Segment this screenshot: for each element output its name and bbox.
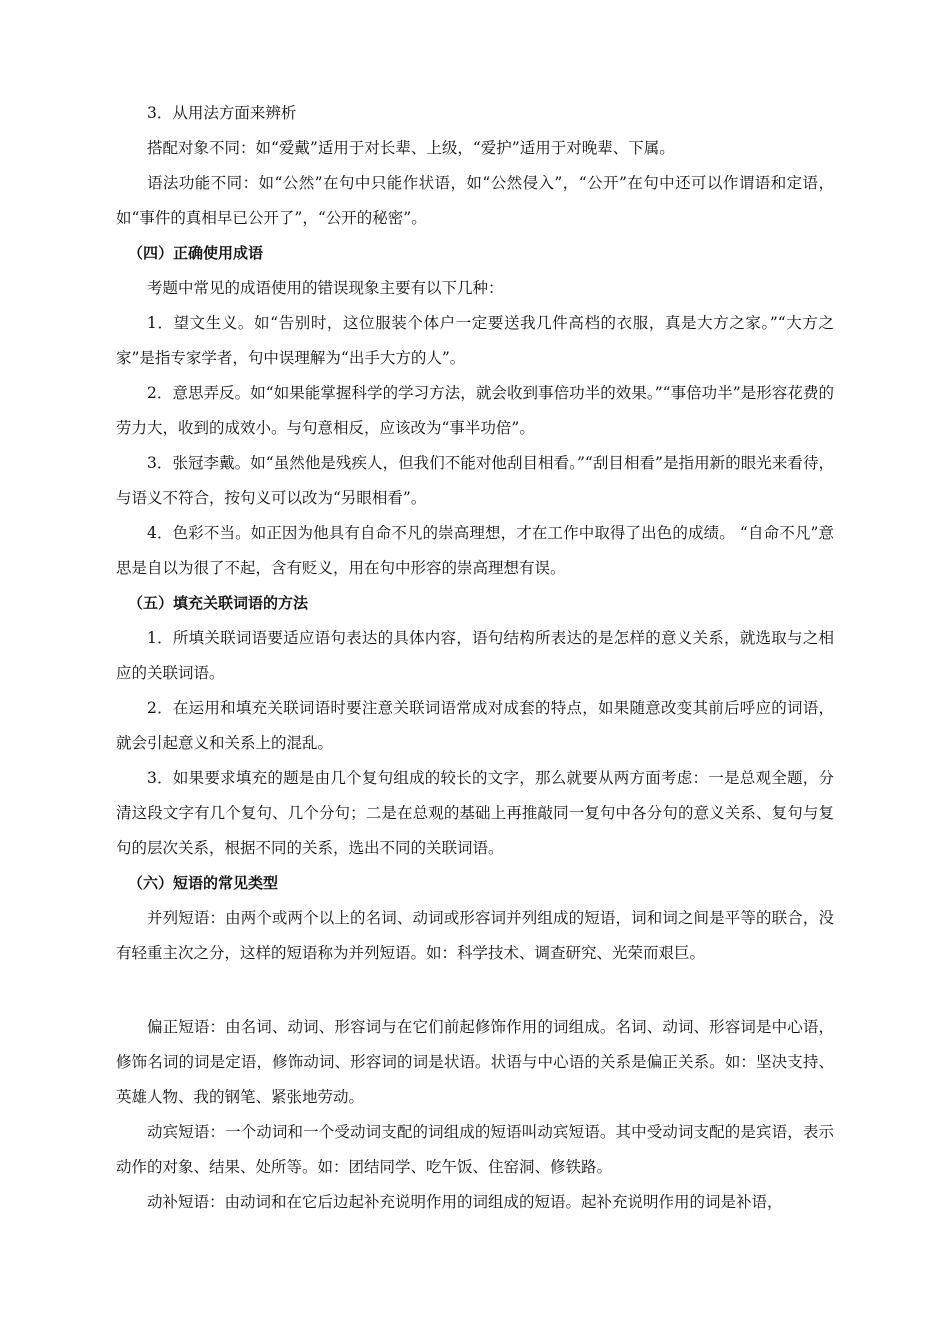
paragraph-conjunction-3: 3．如果要求填充的题是由几个复句组成的较长的文字，那么就要从两方面考虑：一是总观全题，分清这段文字有几个复句、几个分句；二是在总观的基础上再推敲同一复句中各分句的意义关系、复句与复句的层次关系，根据不同的关系，选出不同的关联词语。 — [116, 769, 834, 857]
paragraph-grammar-function: 语法功能不同：如“公然”在句中只能作状语，如“公然侵入”，“公开”在句中还可以作谓语和定语，如“事件的真相早已公开了”，“公开的秘密”。 — [116, 174, 834, 227]
paragraph-idioms-intro: 考题中常见的成语使用的错误现象主要有以下几种： — [147, 279, 504, 297]
document-body — [116, 96, 834, 1220]
paragraph-modifier-phrase: 偏正短语：由名词、动词、形容词与在它们前起修饰作用的词组成。名词、动词、形容词是中心语，修饰名词的词是定语，修饰动词、形容词的词是状语。状语与中心语的关系是偏正关系。如：坚决支持、英雄人物、我的钢笔、紧张地劳动。 — [116, 1018, 834, 1106]
paragraph-coordinate-phrase: 并列短语：由两个或两个以上的名词、动词或形容词并列组成的短语，词和词之间是平等的联合，没有轻重主次之分，这样的短语称为并列短语。如：科学技术、调查研究、光荣而艰巨。 — [116, 909, 834, 962]
section-heading-phrases: （六）短语的常见类型 — [128, 874, 279, 892]
paragraph-conjunction-1: 1．所填关联词语要适应语句表达的具体内容，语句结构所表达的是怎样的意义关系，就选取与之相应的关联词语。 — [116, 629, 834, 682]
paragraph-idiom-4: 4．色彩不当。如正因为他具有自命不凡的崇高理想，才在工作中取得了出色的成绩。 “自命不凡”意思是自以为很了不起，含有贬义，用在句中形容的崇高理想有误。 — [116, 524, 834, 577]
section-heading-idioms: （四）正确使用成语 — [128, 244, 264, 262]
paragraph-idiom-3: 3．张冠李戴。如“虽然他是残疾人，但我们不能对他刮目相看。”“刮目相看”是指用新的眼光来看待，与语义不符合，按句义可以改为“另眼相看”。 — [116, 454, 834, 507]
section-heading-conjunctions: （五）填充关联词语的方法 — [128, 594, 309, 612]
subsection-usage-heading: 3．从用法方面来辨析 — [147, 104, 297, 122]
paragraph-collocation: 搭配对象不同：如“爱戴”适用于对长辈、上级，“爱护”适用于对晚辈、下属。 — [147, 139, 675, 157]
paragraph-verb-complement-phrase: 动补短语：由动词和在它后边起补充说明作用的词组成的短语。起补充说明作用的词是补语， — [147, 1193, 783, 1211]
paragraph-idiom-2: 2．意思弄反。如“如果能掌握科学的学习方法，就会收到事倍功半的效果。”“事倍功半”是形容花费的劳力大，收到的成效小。与句意相反，应该改为“事半功倍”。 — [116, 384, 834, 437]
blank-line — [116, 971, 834, 1010]
paragraph-idiom-1: 1．望文生义。如“告别时，这位服装个体户一定要送我几件高档的衣服，真是大方之家。”“大方之家”是指专家学者，句中误理解为“出手大方的人”。 — [116, 314, 834, 367]
paragraph-verb-object-phrase: 动宾短语：一个动词和一个受动词支配的词组成的短语叫动宾短语。其中受动词支配的是宾语，表示动作的对象、结果、处所等。如：团结同学、吃午饭、住窑洞、修铁路。 — [116, 1123, 834, 1176]
paragraph-conjunction-2: 2．在运用和填充关联词语时要注意关联词语常成对成套的特点，如果随意改变其前后呼应的词语，就会引起意义和关系上的混乱。 — [116, 699, 834, 752]
